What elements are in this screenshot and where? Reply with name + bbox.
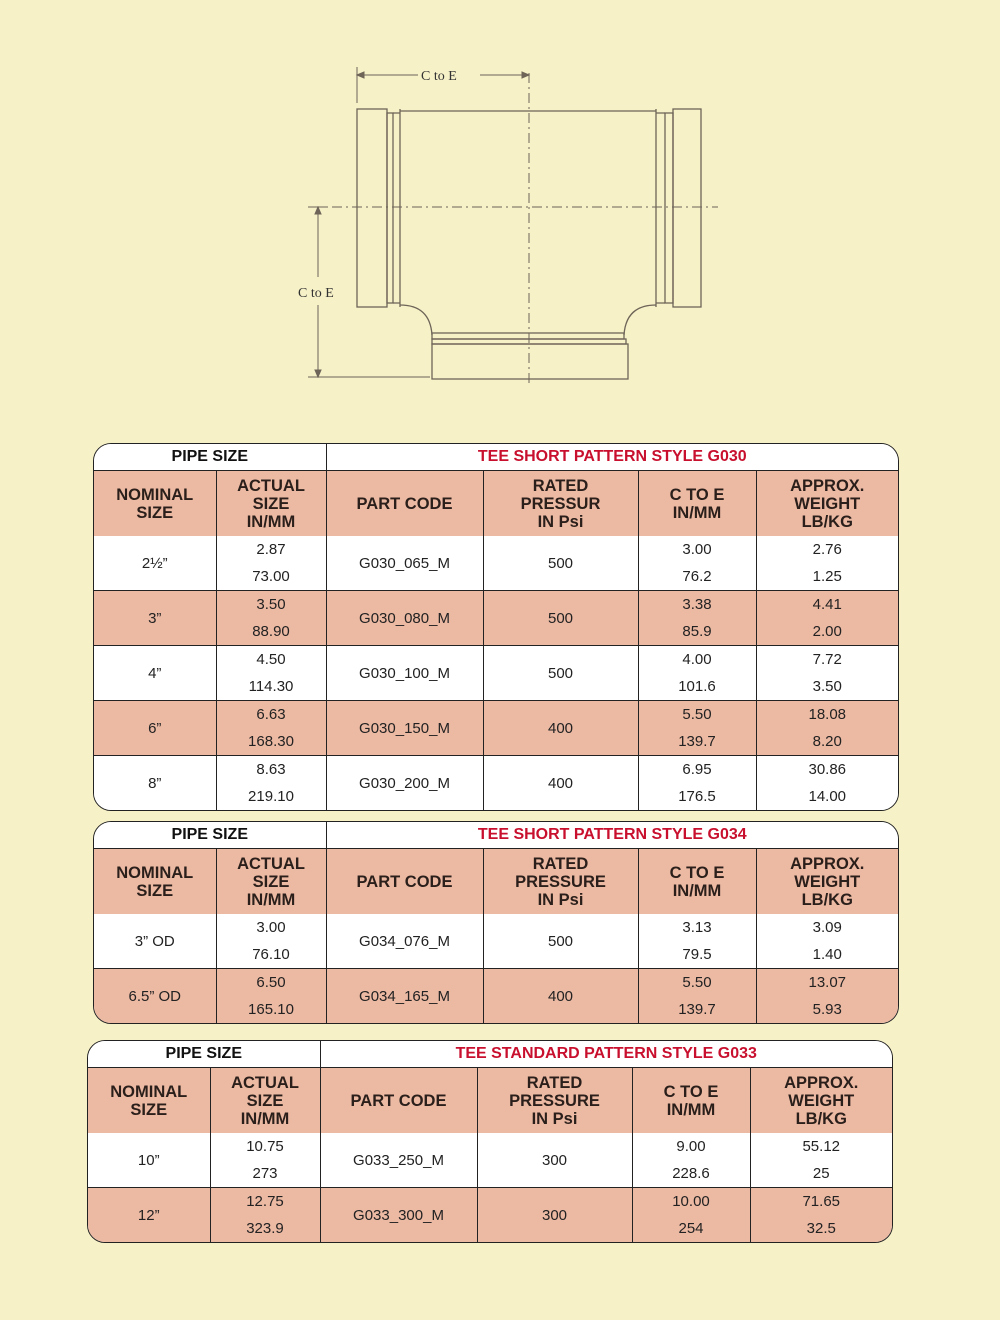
actual-mm: 88.90 [252, 623, 290, 640]
actual-mm: 168.30 [248, 733, 294, 750]
table-row [94, 701, 898, 756]
cte-in: 3.00 [682, 541, 712, 558]
cell-part-code: G030_150_M [326, 701, 483, 756]
cell-nominal: 6.5” OD [94, 969, 216, 1024]
cell-weight [756, 536, 898, 591]
table-title: TEE STANDARD PATTERN STYLE G033 [320, 1041, 892, 1068]
actual-in: 3.00 [256, 919, 286, 936]
col-header-actual: ACTUAL SIZE IN/MM [216, 849, 326, 915]
cell-actual [216, 646, 326, 701]
table-row [94, 969, 898, 1024]
cell-c-to-e [632, 1188, 750, 1243]
cell-pressure: 500 [483, 536, 638, 591]
actual-in: 10.75 [246, 1138, 284, 1155]
actual-in: 2.87 [256, 541, 286, 558]
weight-lb: 4.41 [812, 596, 842, 613]
col-header-pressure: RATED PRESSUR IN Psi [483, 471, 638, 537]
cell-actual [210, 1188, 320, 1243]
pipe-size-label: PIPE SIZE [94, 822, 326, 849]
weight-lb: 13.07 [808, 974, 847, 991]
cell-pressure: 300 [477, 1188, 632, 1243]
table-row [94, 536, 898, 591]
cte-in: 9.00 [676, 1138, 706, 1155]
table-g034 [93, 821, 899, 1024]
cell-part-code: G030_065_M [326, 536, 483, 591]
col-header-nominal: NOMINAL SIZE [94, 849, 216, 915]
actual-in: 3.50 [256, 596, 286, 613]
cell-c-to-e [638, 969, 756, 1024]
cte-mm: 228.6 [672, 1165, 710, 1182]
actual-in: 6.50 [256, 974, 286, 991]
cell-nominal: 3” OD [94, 914, 216, 969]
actual-mm: 165.10 [248, 1001, 294, 1018]
cte-mm: 176.5 [678, 788, 716, 805]
cte-mm: 139.7 [678, 1001, 716, 1018]
pipe-size-label: PIPE SIZE [94, 444, 326, 471]
cell-actual [216, 536, 326, 591]
col-header-c-to-e: C TO E IN/MM [638, 849, 756, 915]
cell-actual [216, 701, 326, 756]
cell-weight [756, 701, 898, 756]
col-header-pressure: RATED PRESSURE IN Psi [477, 1068, 632, 1134]
table-row [94, 591, 898, 646]
cell-actual [216, 591, 326, 646]
col-header-part-code: PART CODE [326, 471, 483, 537]
actual-mm: 323.9 [246, 1220, 284, 1237]
cell-weight [756, 756, 898, 811]
col-header-nominal: NOMINAL SIZE [94, 471, 216, 537]
cell-pressure: 400 [483, 756, 638, 811]
cte-in: 5.50 [682, 974, 712, 991]
cell-actual [216, 756, 326, 811]
cell-c-to-e [638, 756, 756, 811]
weight-kg: 2.00 [812, 623, 842, 640]
cte-mm: 101.6 [678, 678, 716, 695]
col-header-actual: ACTUAL SIZE IN/MM [210, 1068, 320, 1134]
header-row [88, 1068, 892, 1134]
col-header-part-code: PART CODE [320, 1068, 477, 1134]
table-row [94, 914, 898, 969]
pipe-size-label: PIPE SIZE [88, 1041, 320, 1068]
dim-top-label: C to E [421, 69, 457, 84]
cell-part-code: G030_100_M [326, 646, 483, 701]
weight-kg: 25 [812, 1165, 830, 1182]
weight-lb: 55.12 [802, 1138, 841, 1155]
cell-c-to-e [638, 701, 756, 756]
cell-part-code: G033_300_M [320, 1188, 477, 1243]
col-header-c-to-e: C TO E IN/MM [632, 1068, 750, 1134]
cell-nominal: 2½” [94, 536, 216, 591]
dim-left-label: C to E [298, 286, 334, 301]
cell-c-to-e [638, 646, 756, 701]
weight-lb: 3.09 [812, 919, 842, 936]
weight-kg: 3.50 [812, 678, 842, 695]
weight-kg: 1.40 [812, 946, 842, 963]
col-header-nominal: NOMINAL SIZE [88, 1068, 210, 1134]
cell-part-code: G034_076_M [326, 914, 483, 969]
cell-nominal: 12” [88, 1188, 210, 1243]
cte-in: 4.00 [682, 651, 712, 668]
cell-weight [756, 646, 898, 701]
weight-lb: 7.72 [812, 651, 842, 668]
table-row [94, 646, 898, 701]
cell-actual [210, 1133, 320, 1188]
cte-mm: 76.2 [682, 568, 712, 585]
actual-in: 4.50 [256, 651, 286, 668]
header-row [94, 849, 898, 915]
table-row [88, 1188, 892, 1243]
weight-lb: 2.76 [812, 541, 842, 558]
cell-nominal: 8” [94, 756, 216, 811]
table-row [94, 756, 898, 811]
cell-weight [756, 914, 898, 969]
actual-mm: 273 [252, 1165, 278, 1182]
cte-mm: 254 [678, 1220, 704, 1237]
col-header-weight: APPROX. WEIGHT LB/KG [756, 849, 898, 915]
cell-part-code: G030_080_M [326, 591, 483, 646]
weight-lb: 71.65 [802, 1193, 841, 1210]
weight-kg: 32.5 [806, 1220, 836, 1237]
cell-nominal: 3” [94, 591, 216, 646]
actual-in: 8.63 [256, 761, 286, 778]
col-header-weight: APPROX. WEIGHT LB/KG [750, 1068, 892, 1134]
cell-nominal: 10” [88, 1133, 210, 1188]
cte-in: 3.38 [682, 596, 712, 613]
cell-pressure: 400 [483, 969, 638, 1024]
col-header-actual: ACTUAL SIZE IN/MM [216, 471, 326, 537]
actual-mm: 73.00 [252, 568, 290, 585]
actual-mm: 114.30 [248, 678, 294, 695]
table-title: TEE SHORT PATTERN STYLE G030 [326, 444, 898, 471]
cell-actual [216, 914, 326, 969]
cell-pressure: 500 [483, 646, 638, 701]
cell-part-code: G030_200_M [326, 756, 483, 811]
cte-in: 10.00 [672, 1193, 710, 1210]
cell-weight [750, 1133, 892, 1188]
cte-mm: 139.7 [678, 733, 716, 750]
cte-in: 5.50 [682, 706, 712, 723]
cte-mm: 79.5 [682, 946, 712, 963]
cell-c-to-e [638, 536, 756, 591]
header-row [94, 471, 898, 537]
col-header-pressure: RATED PRESSURE IN Psi [483, 849, 638, 915]
cte-in: 3.13 [682, 919, 712, 936]
cell-pressure: 500 [483, 591, 638, 646]
cell-weight [756, 969, 898, 1024]
weight-lb: 30.86 [808, 761, 847, 778]
cell-pressure: 300 [477, 1133, 632, 1188]
cell-c-to-e [638, 591, 756, 646]
col-header-part-code: PART CODE [326, 849, 483, 915]
cell-weight [756, 591, 898, 646]
cell-nominal: 4” [94, 646, 216, 701]
weight-lb: 18.08 [808, 706, 847, 723]
cte-in: 6.95 [682, 761, 712, 778]
cell-weight [750, 1188, 892, 1243]
table-g030 [93, 443, 899, 811]
cell-actual [216, 969, 326, 1024]
table-g033 [87, 1040, 893, 1243]
cell-part-code: G034_165_M [326, 969, 483, 1024]
table-title: TEE SHORT PATTERN STYLE G034 [326, 822, 898, 849]
weight-kg: 5.93 [812, 1001, 842, 1018]
col-header-weight: APPROX. WEIGHT LB/KG [756, 471, 898, 537]
table-row [88, 1133, 892, 1188]
cell-nominal: 6” [94, 701, 216, 756]
cte-mm: 85.9 [682, 623, 712, 640]
col-header-c-to-e: C TO E IN/MM [638, 471, 756, 537]
cell-pressure: 400 [483, 701, 638, 756]
cell-part-code: G033_250_M [320, 1133, 477, 1188]
actual-mm: 219.10 [248, 788, 294, 805]
cell-c-to-e [632, 1133, 750, 1188]
cell-pressure: 500 [483, 914, 638, 969]
actual-in: 12.75 [246, 1193, 284, 1210]
weight-kg: 8.20 [812, 733, 842, 750]
weight-kg: 14.00 [808, 788, 847, 805]
cell-c-to-e [638, 914, 756, 969]
actual-mm: 76.10 [252, 946, 290, 963]
weight-kg: 1.25 [812, 568, 842, 585]
actual-in: 6.63 [256, 706, 286, 723]
tee-fitting-diagram [290, 55, 740, 395]
